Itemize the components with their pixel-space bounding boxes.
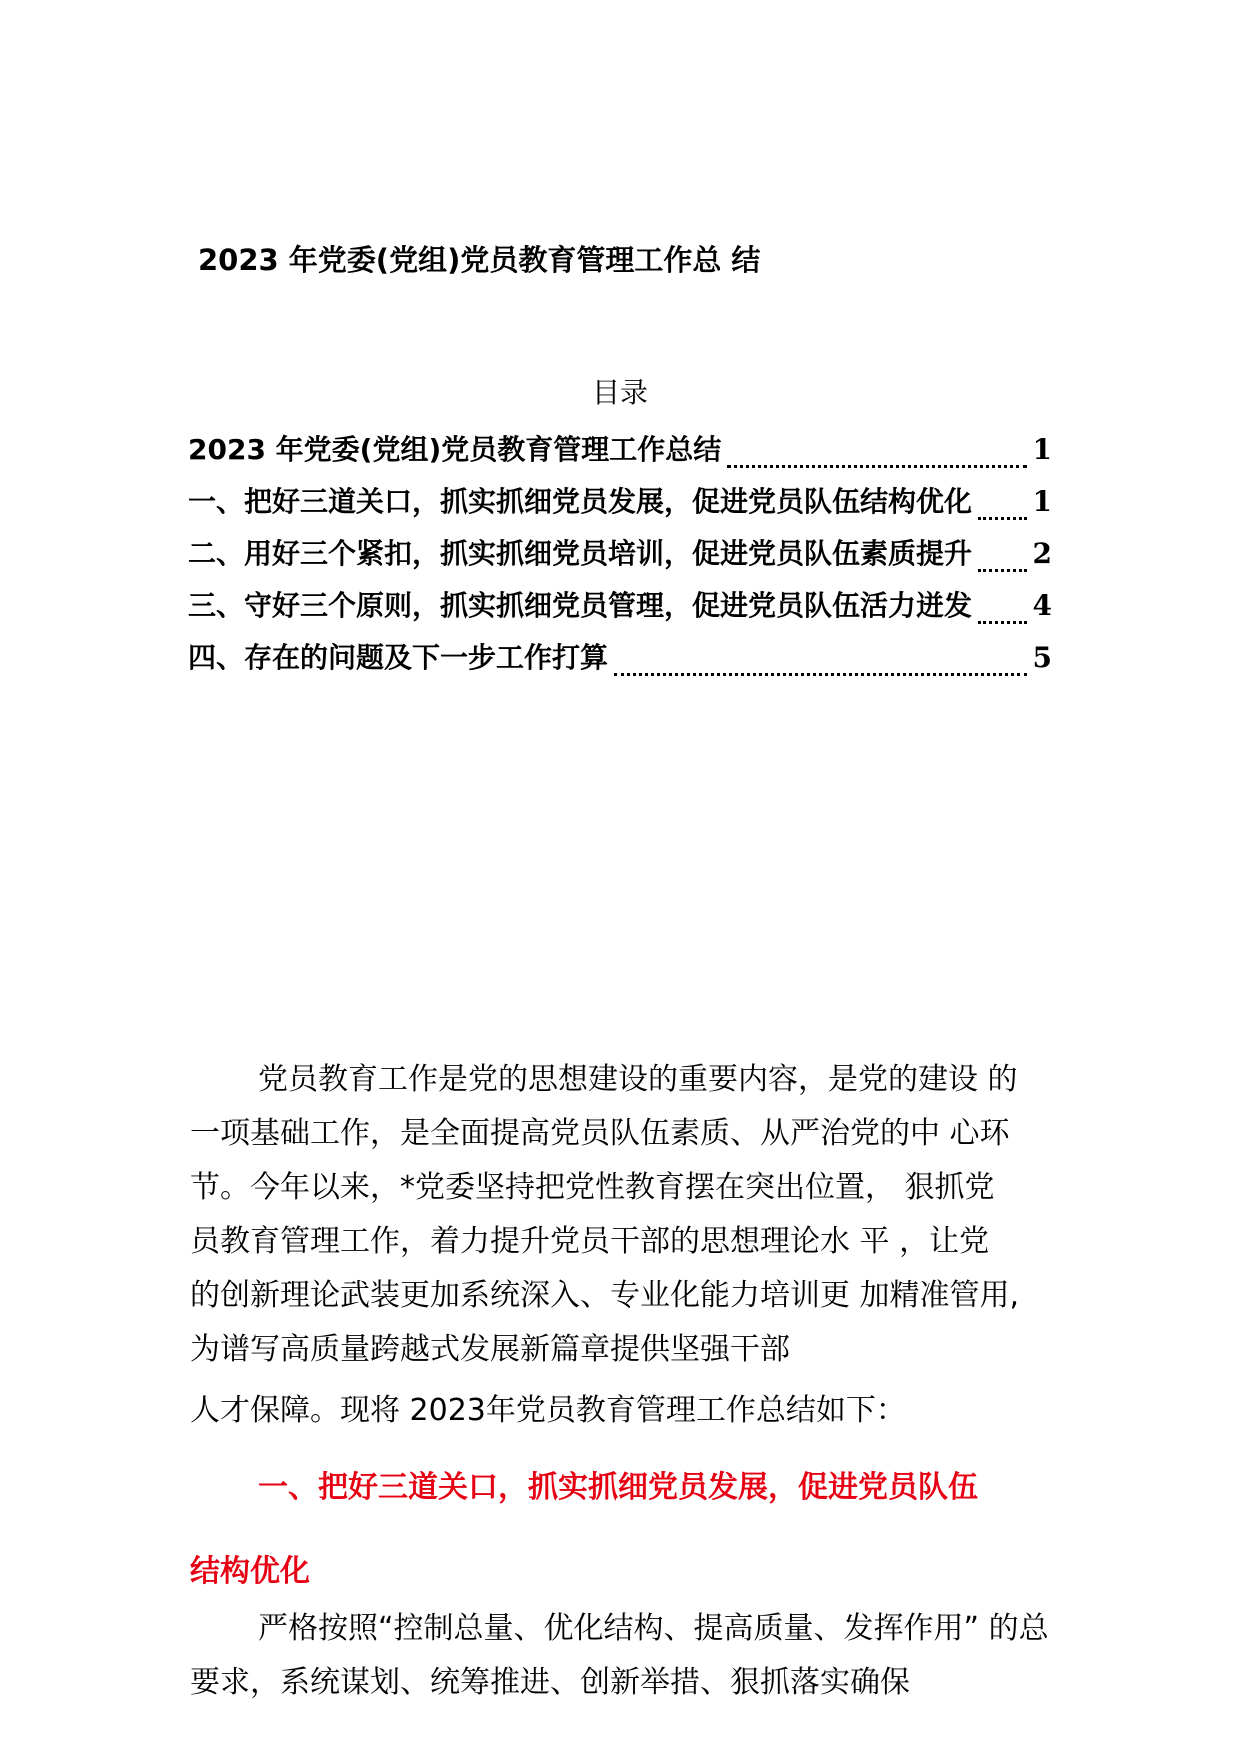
toc-entry[interactable] [188, 636, 1052, 688]
toc-entry-label: 2023 年党委(党组)党员教育管理工作总结 [188, 433, 722, 466]
toc-entry-label: 三、守好三个原则，抓实抓细党员管理，促进党员队伍活力迸发 [188, 589, 973, 622]
toc-entry[interactable] [188, 532, 1052, 584]
paragraph-line: 一项基础工作，是全面提高党员队伍素质、从严治党的中 心环 [190, 1116, 1010, 1151]
table-of-contents [188, 428, 1052, 688]
toc-leader-dots [978, 569, 1027, 572]
paragraph-line: 为谱写高质量跨越式发展新篇章提供坚强干部 [190, 1332, 790, 1367]
toc-entry-page: 4 [1032, 589, 1052, 622]
toc-leader-dots [978, 621, 1027, 624]
intro-paragraph [190, 1053, 1078, 1377]
paragraph-line: 节。今年以来，*党委坚持把党性教育摆在突出位置， 狠抓党 [190, 1170, 995, 1205]
toc-entry-label: 二、用好三个紧扣，抓实抓细党员培训，促进党员队伍素质提升 [188, 537, 973, 570]
toc-leader-dots [978, 517, 1027, 520]
toc-entry[interactable] [188, 428, 1052, 480]
document-title: 2023 年党委(党组)党员教育管理工作总 结 [198, 243, 761, 277]
toc-leader-dots [727, 465, 1026, 468]
toc-entry-page: 1 [1032, 485, 1052, 518]
toc-entry-page: 5 [1032, 641, 1052, 674]
paragraph-line: 严格按照“控制总量、优化结构、提高质量、发挥作用” 的总 [258, 1611, 1049, 1646]
section-1-heading-continued: 结构优化 [190, 1554, 310, 1589]
intro-paragraph-tail: 人才保障。现将 2023年党员教育管理工作总结如下： [190, 1393, 906, 1428]
toc-entry-label: 一、把好三道关口，抓实抓细党员发展，促进党员队伍结构优化 [188, 485, 973, 518]
toc-heading: 目录 [591, 376, 648, 409]
toc-entry-label: 四、存在的问题及下一步工作打算 [188, 641, 609, 674]
toc-entry[interactable] [188, 480, 1052, 532]
paragraph-line: 的创新理论武装更加系统深入、专业化能力培训更 加精准管用, [190, 1278, 1020, 1313]
toc-leader-dots [614, 673, 1027, 676]
paragraph-line: 要求，系统谋划、统筹推进、创新举措、狠抓落实确保 [190, 1665, 910, 1700]
toc-entry-page: 2 [1032, 537, 1052, 570]
toc-entry-page: 1 [1032, 433, 1052, 466]
section-1-paragraph [190, 1602, 1078, 1710]
paragraph-line: 党员教育工作是党的思想建设的重要内容，是党的建设 的 [258, 1062, 1018, 1097]
paragraph-line: 员教育管理工作，着力提升党员干部的思想理论水 平 ，让党 [190, 1224, 990, 1259]
section-1-heading: 一、把好三道关口，抓实抓细党员发展，促进党员队伍 [258, 1470, 978, 1505]
toc-entry[interactable] [188, 584, 1052, 636]
